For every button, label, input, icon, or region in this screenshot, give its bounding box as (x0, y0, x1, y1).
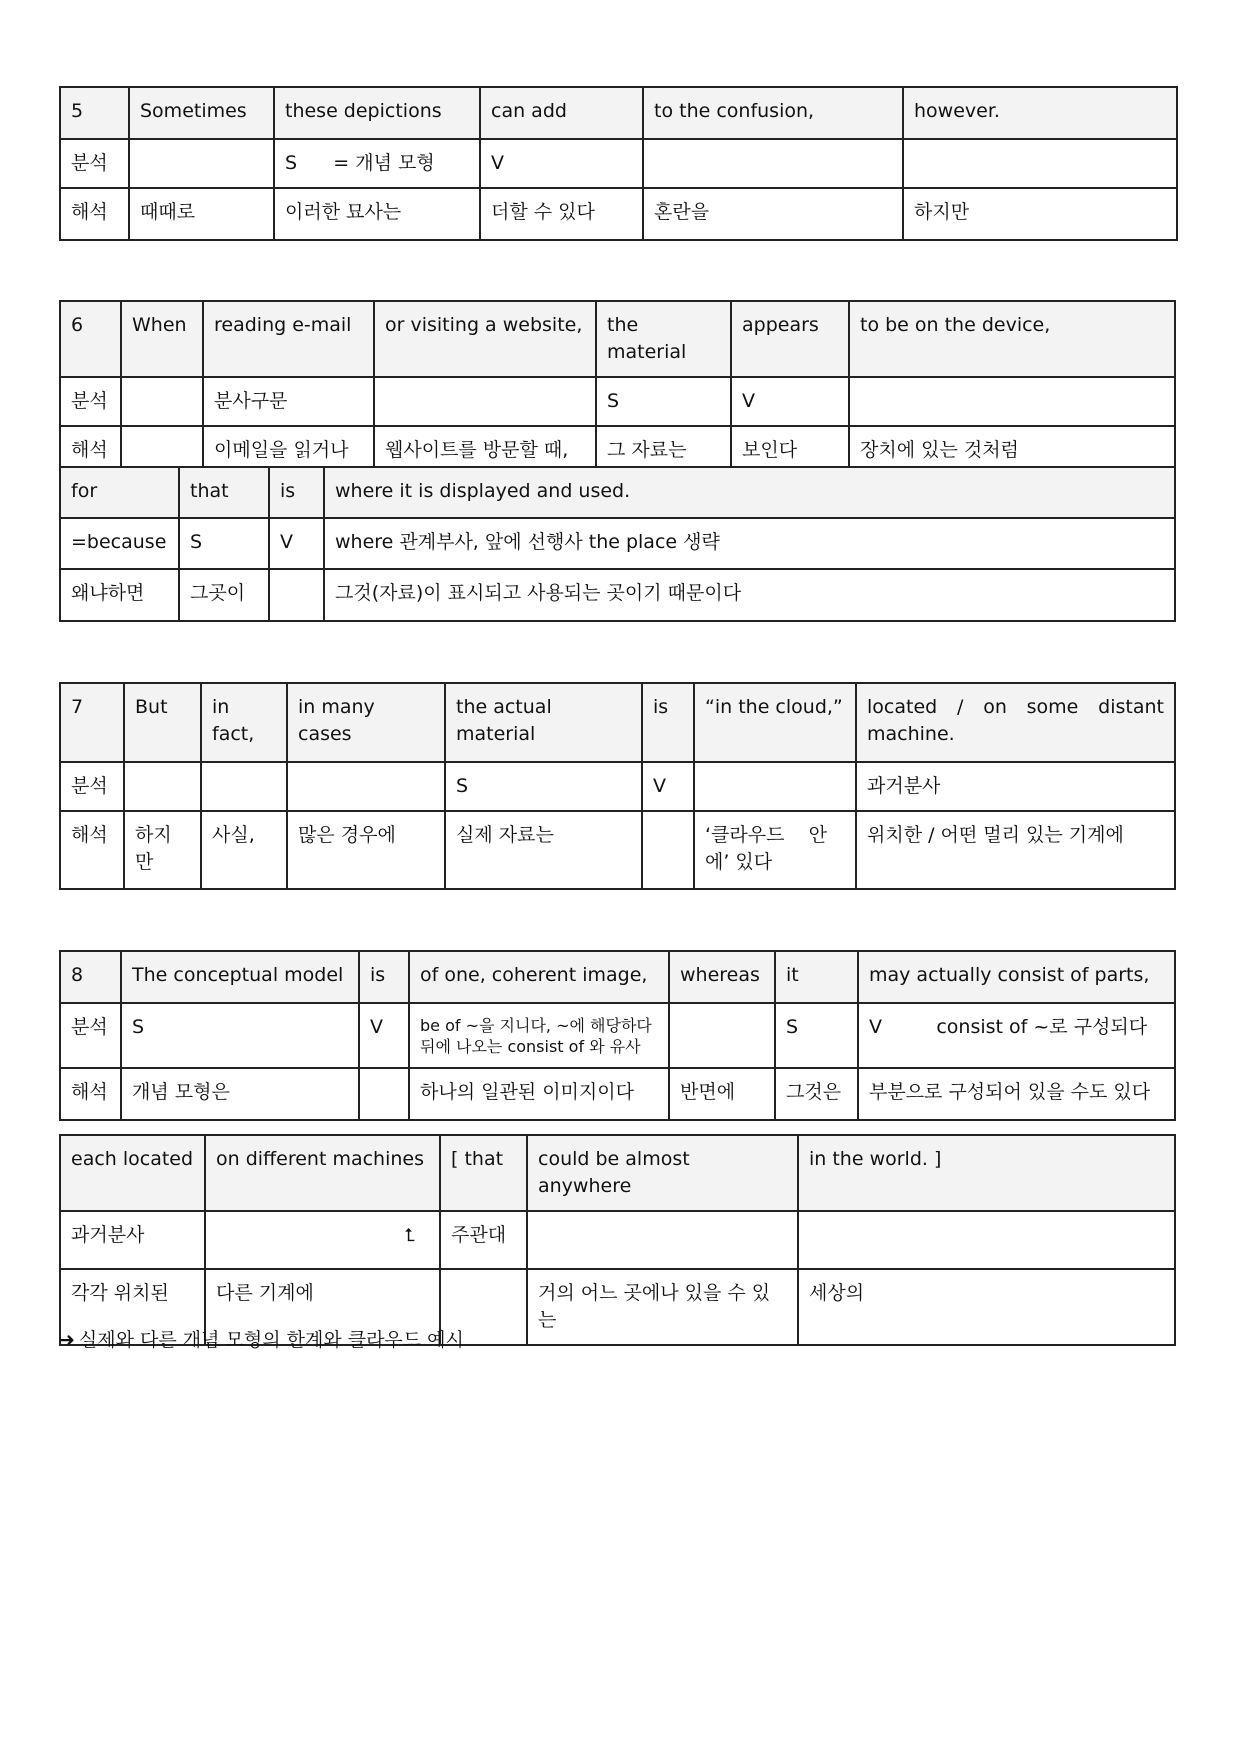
translation-cell: 이메일을 읽거나 (203, 426, 374, 478)
sentence-7-table (59, 682, 1176, 890)
analysis-row (60, 377, 1175, 426)
summary-text: 실제와 다른 개념 모형의 한계와 클라우드 예시 (78, 1329, 464, 1351)
english-chunk: to be on the device, (849, 301, 1175, 377)
row-label: 해석 (60, 188, 129, 240)
analysis-cell: S (596, 377, 731, 426)
translation-cell: 그것은 (775, 1068, 858, 1120)
row-label: 해석 (60, 811, 124, 889)
analysis-cell (374, 377, 596, 426)
english-row (60, 951, 1175, 1003)
analysis-cell: 과거분사 (856, 762, 1175, 811)
analysis-cell: V (359, 1003, 409, 1068)
english-chunk: whereas (669, 951, 775, 1003)
analysis-cell: =because (60, 518, 179, 569)
translation-cell: 개념 모형은 (121, 1068, 359, 1120)
english-chunk: in fact, (201, 683, 287, 762)
row-label: 분석 (60, 762, 124, 811)
analysis-row (60, 139, 1177, 188)
translation-cell: 부분으로 구성되어 있을 수도 있다 (858, 1068, 1175, 1120)
sentence-number: 6 (60, 301, 121, 377)
english-chunk: in the world. ] (798, 1135, 1175, 1211)
analysis-cell: V (642, 762, 694, 811)
analysis-cell (124, 762, 201, 811)
sentence-8-table (59, 950, 1176, 1121)
translation-cell: 위치한 / 어떤 멀리 있는 기계에 (856, 811, 1175, 889)
analysis-cell (205, 1211, 440, 1269)
translation-cell: 사실, (201, 811, 287, 889)
translation-cell: 장치에 있는 것처럼 (849, 426, 1175, 478)
english-chunk: But (124, 683, 201, 762)
analysis-row (60, 1003, 1175, 1068)
english-chunk: is (359, 951, 409, 1003)
translation-cell: 하지만 (124, 811, 201, 889)
analysis-note: be of ~을 지니다, ~에 해당하다 뒤에 나오는 consist of 와 유사 (409, 1003, 669, 1068)
english-chunk: for (60, 467, 179, 518)
english-chunk: or visiting a website, (374, 301, 596, 377)
translation-cell: 하나의 일관된 이미지이다 (409, 1068, 669, 1120)
english-chunk: located / on some distant machine. (856, 683, 1175, 762)
analysis-cell (903, 139, 1177, 188)
analysis-cell (287, 762, 445, 811)
sentence-number: 7 (60, 683, 124, 762)
english-chunk: can add (480, 87, 643, 139)
analysis-cell (527, 1211, 798, 1269)
analysis-cell (669, 1003, 775, 1068)
english-row (60, 87, 1177, 139)
row-label: 해석 (60, 1068, 121, 1120)
right-arrow-icon: ➜ (59, 1329, 75, 1351)
analysis-cell: 주관대 (440, 1211, 527, 1269)
analysis-cell: V (731, 377, 849, 426)
analysis-cell: where 관계부사, 앞에 선행사 the place 생략 (324, 518, 1175, 569)
english-chunk: on different machines (205, 1135, 440, 1211)
translation-cell: 실제 자료는 (445, 811, 642, 889)
analysis-row (60, 1211, 1175, 1269)
translation-cell: 왜냐하면 (60, 569, 179, 621)
english-chunk: Sometimes (129, 87, 274, 139)
translation-row (60, 569, 1175, 621)
analysis-cell (643, 139, 903, 188)
sentence-6-table (59, 300, 1176, 479)
english-chunk: The conceptual model (121, 951, 359, 1003)
row-label: 해석 (60, 426, 121, 478)
analysis-cell: S (775, 1003, 858, 1068)
analysis-cell: V (269, 518, 324, 569)
english-chunk: the material (596, 301, 731, 377)
english-row (60, 1135, 1175, 1211)
english-chunk: appears (731, 301, 849, 377)
analysis-cell (798, 1211, 1175, 1269)
row-label: 분석 (60, 377, 121, 426)
english-chunk: is (642, 683, 694, 762)
analysis-cell (121, 377, 203, 426)
translation-row (60, 1068, 1175, 1120)
row-label: 분석 (60, 139, 129, 188)
analysis-row (60, 762, 1175, 811)
english-chunk: where it is displayed and used. (324, 467, 1175, 518)
translation-cell: 각각 위치된 (60, 1269, 205, 1345)
translation-cell: 웹사이트를 방문할 때, (374, 426, 596, 478)
english-chunk: could be almost anywhere (527, 1135, 798, 1211)
translation-cell (642, 811, 694, 889)
english-chunk: the actual material (445, 683, 642, 762)
translation-cell (269, 569, 324, 621)
translation-cell: 혼란을 (643, 188, 903, 240)
english-chunk: [ that (440, 1135, 527, 1211)
translation-cell: 때때로 (129, 188, 274, 240)
english-row (60, 683, 1175, 762)
analysis-row (60, 518, 1175, 569)
translation-cell (359, 1068, 409, 1120)
analysis-cell: V consist of ~로 구성되다 (858, 1003, 1175, 1068)
english-chunk: in many cases (287, 683, 445, 762)
row-label: 분석 (60, 1003, 121, 1068)
translation-row (60, 811, 1175, 889)
english-chunk: however. (903, 87, 1177, 139)
english-chunk: is (269, 467, 324, 518)
analysis-cell (129, 139, 274, 188)
translation-cell: 더할 수 있다 (480, 188, 643, 240)
analysis-cell: 분사구문 (203, 377, 374, 426)
sentence-8-continuation-table (59, 1134, 1176, 1346)
english-chunk: that (179, 467, 269, 518)
english-row (60, 301, 1175, 377)
translation-cell: 많은 경우에 (287, 811, 445, 889)
translation-cell: 다른 기계에 (205, 1269, 440, 1345)
translation-cell: ‘클라우드 안에’ 있다 (694, 811, 856, 889)
english-chunk: to the confusion, (643, 87, 903, 139)
english-chunk: these depictions (274, 87, 480, 139)
english-chunk: “in the cloud,” (694, 683, 856, 762)
translation-cell: 그 자료는 (596, 426, 731, 478)
analysis-cell (201, 762, 287, 811)
english-chunk: reading e-mail (203, 301, 374, 377)
sentence-number: 5 (60, 87, 129, 139)
analysis-cell: V (480, 139, 643, 188)
analysis-cell: S = 개념 모형 (274, 139, 480, 188)
analysis-cell (849, 377, 1175, 426)
english-row (60, 467, 1175, 518)
english-chunk: it (775, 951, 858, 1003)
translation-cell: 이러한 묘사는 (274, 188, 480, 240)
translation-cell: 보인다 (731, 426, 849, 478)
english-chunk: may actually consist of parts, (858, 951, 1175, 1003)
translation-cell: 거의 어느 곳에나 있을 수 있는 (527, 1269, 798, 1345)
analysis-cell: 과거분사 (60, 1211, 205, 1269)
analysis-cell: S (179, 518, 269, 569)
sentence-number: 8 (60, 951, 121, 1003)
analysis-cell: S (121, 1003, 359, 1068)
return-arrow-icon: ⮤ (404, 1225, 415, 1246)
summary-line (59, 1327, 464, 1353)
translation-cell: 세상의 (798, 1269, 1175, 1345)
sentence-5-table (59, 86, 1178, 241)
english-chunk: each located (60, 1135, 205, 1211)
translation-row (60, 188, 1177, 240)
translation-cell: 그것(자료)이 표시되고 사용되는 곳이기 때문이다 (324, 569, 1175, 621)
analysis-cell: S (445, 762, 642, 811)
sentence-6-continuation-table (59, 466, 1176, 622)
english-chunk: When (121, 301, 203, 377)
analysis-cell (694, 762, 856, 811)
english-chunk: of one, coherent image, (409, 951, 669, 1003)
translation-cell: 반면에 (669, 1068, 775, 1120)
translation-cell: 하지만 (903, 188, 1177, 240)
translation-cell: 그곳이 (179, 569, 269, 621)
